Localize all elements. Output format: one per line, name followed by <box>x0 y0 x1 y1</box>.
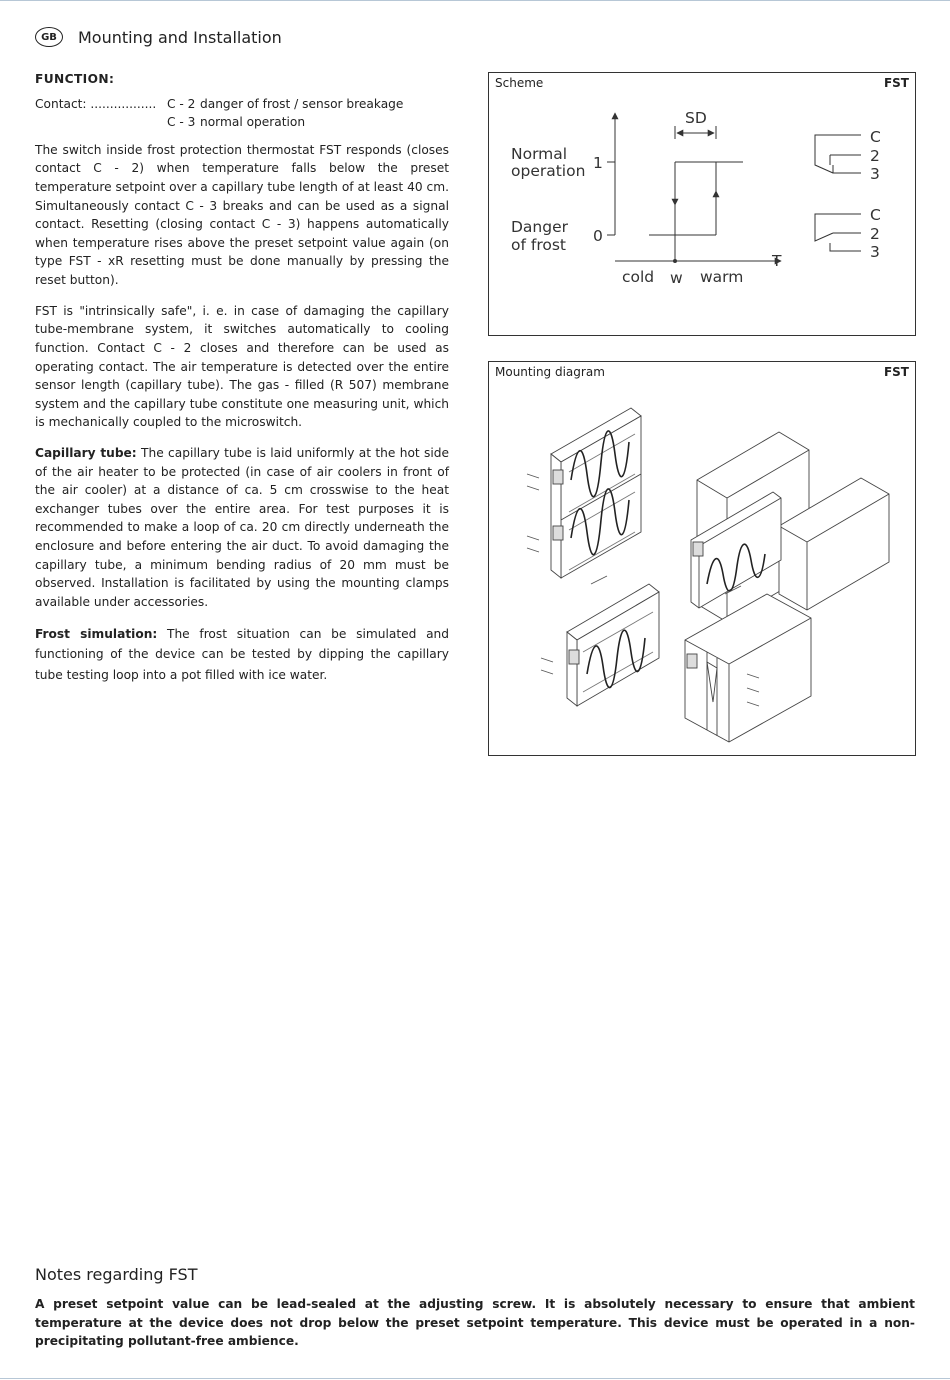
capillary-text: The capillary tube is laid uniformly at the hot side of the air heater to be protected (in case of air coolers in front of the air cooler) at a distance of ca. 5 cm crosswise to the heat exchanger tubes over the entire area. For test purposes it is recommended to make a loop of ca. 20 cm directly underneath the enclosure and before entering the air duct. To avoid damaging the capillary tube, a minimum bending radius of 20 mm must be observed. Installation is facilitated by using the mounting clamps available under accessories. <box>35 446 450 609</box>
page-header <box>35 27 282 47</box>
contact-row <box>35 95 449 114</box>
top-rule <box>0 0 950 1</box>
contact-label: Contact: ................. <box>35 96 157 111</box>
notes-body: A preset setpoint value can be lead-sealed at the adjusting screw. It is absolutely necessary to ensure that ambient temperature at the device does not drop below the preset setpoint temperature. This device must be operated in a non-precipitating pollutant-free ambience. <box>35 1297 915 1348</box>
t-axis-label: T <box>772 252 782 270</box>
air-handler-illustration <box>685 594 811 742</box>
contact-desc: danger of frost / sensor breakage <box>200 96 404 111</box>
normal-label-1: Normal <box>511 145 568 163</box>
frost-text: The frost situation can be simulated and functioning of the device can be tested by dipping the capillary tube testing loop into a pot filled with ice water. <box>35 626 450 682</box>
sd-label: SD <box>685 109 707 127</box>
mounting-label: Mounting diagram <box>495 365 605 379</box>
scheme-diagram <box>489 73 915 335</box>
function-paragraph: The switch inside frost protection thermostat FST responds (closes contact C - 2) when temperature falls below the preset temperature setpoint over a capillary tube length of at least 40 cm. Simultaneously contact C - 3 breaks and can be used as a signal contact. Resetting (closing contact C - 3) happens automatically when temperature rises above the preset setpoint value again (on type FST - xR resetting must be done manually by pressing the reset button). <box>35 142 449 287</box>
frost-label: Frost simulation: <box>35 626 158 641</box>
contact-2-label: 2 <box>870 147 880 165</box>
danger-label-1: Danger <box>511 218 569 236</box>
contact-3-label: 3 <box>870 243 880 261</box>
function-section <box>35 70 449 698</box>
normal-label-2: operation <box>511 162 586 180</box>
function-heading: FUNCTION: <box>35 72 115 86</box>
single-heater-illustration <box>541 584 659 706</box>
w-label: w <box>670 269 683 287</box>
mounting-box <box>488 361 916 756</box>
contact-code: C - 3 <box>167 115 196 130</box>
contact-c-label: C <box>870 128 881 146</box>
danger-label-2: of frost <box>511 236 566 254</box>
language-badge: GB <box>35 27 63 47</box>
scheme-box <box>488 72 916 336</box>
scheme-tag: FST <box>883 76 909 90</box>
capillary-label: Capillary tube: <box>35 446 137 461</box>
capillary-paragraph <box>35 444 449 611</box>
function-paragraph: FST is "intrinsically safe", i. e. in case of damaging the capillary tube-membrane system, it switches automatically to cooling function. Contact C - 2 closes and therefore can be used as operating contact. The air temperature is detected over the entire sensor length (capillary tube). The gas - filled (R 507) membrane system and the capillary tube constitute one measuring unit, which is mechanically coupled to the microswitch. <box>35 303 449 430</box>
contact-frost-icon <box>815 214 861 251</box>
frost-paragraph <box>35 624 449 686</box>
scheme-label: Scheme <box>495 76 544 90</box>
contact-c-label: C <box>870 206 881 224</box>
cold-label: cold <box>622 268 655 286</box>
bottom-rule <box>0 1378 950 1379</box>
warm-label: warm <box>700 268 744 286</box>
notes-title: Notes regarding FST <box>35 1265 198 1284</box>
contact-normal-icon <box>815 135 861 173</box>
page-title: Mounting and Installation <box>78 27 282 47</box>
contact-3-label: 3 <box>870 165 880 183</box>
duct-illustration <box>691 432 889 622</box>
contact-2-label: 2 <box>870 225 880 243</box>
contact-row <box>35 113 449 132</box>
level-0-label: 0 <box>593 227 603 245</box>
contact-code: C - 2 <box>167 96 196 111</box>
stacked-heater-illustration <box>527 408 641 584</box>
contact-desc: normal operation <box>200 115 306 130</box>
level-1-label: 1 <box>593 154 603 172</box>
mounting-tag: FST <box>883 365 909 379</box>
mounting-diagram <box>489 362 915 755</box>
